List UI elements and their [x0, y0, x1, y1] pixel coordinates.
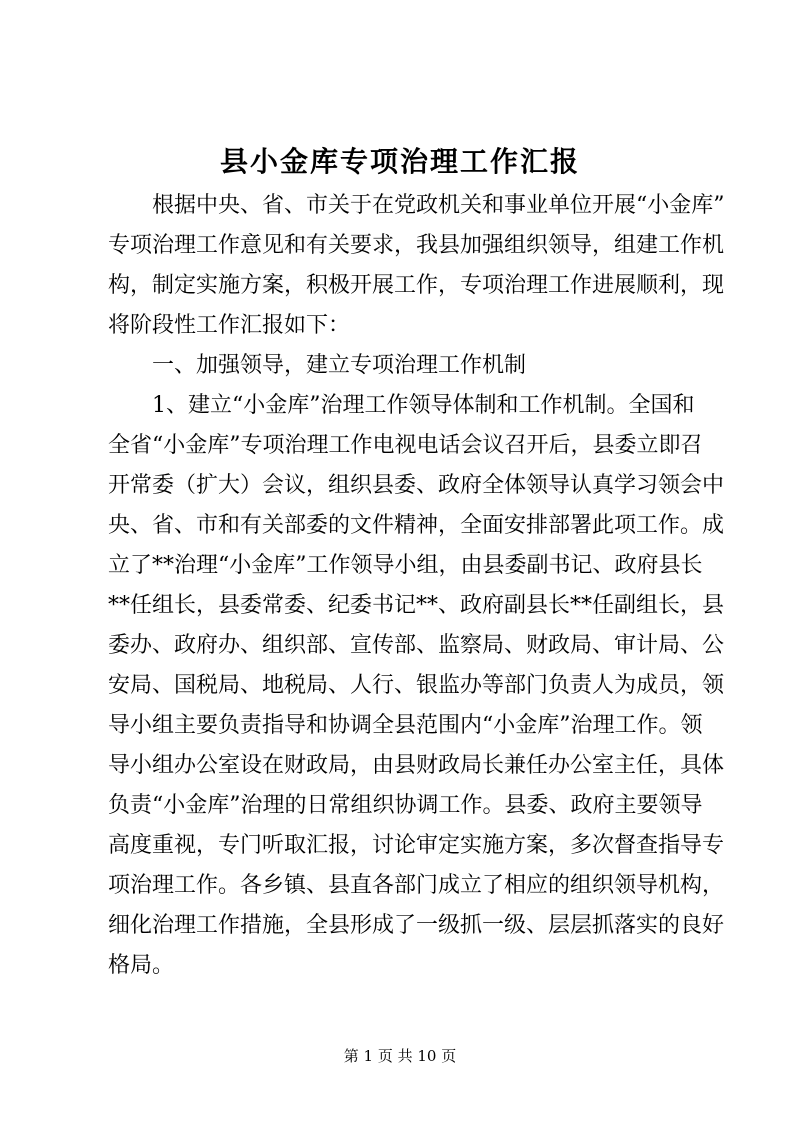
- section-heading: [108, 346, 708, 386]
- text-line: 专项治理工作意见和有关要求，我县加强组织领导，组建工作机: [108, 233, 725, 258]
- text-line: 立了**治理“小金库”工作领导小组，由县委副书记、政府县长: [108, 553, 703, 578]
- text-line: 央、省、市和有关部委的文件精神，全面安排部署此项工作。成: [108, 513, 725, 538]
- text-line: 一、加强领导，建立专项治理工作机制: [152, 353, 527, 378]
- text-line: 委办、政府办、组织部、宣传部、监察局、财政局、审计局、公: [108, 633, 725, 658]
- text-line: 根据中央、省、市关于在党政机关和事业单位开展“小金库”: [152, 193, 725, 218]
- text-line: 高度重视，专门听取汇报，讨论审定实施方案，多次督查指导专: [108, 833, 725, 858]
- text-line: **任组长，县委常委、纪委书记**、政府副县长**任副组长，县: [108, 593, 725, 618]
- paragraph-section-1: [108, 386, 725, 986]
- text-line: 负责“小金库”治理的日常组织协调工作。县委、政府主要领导: [108, 793, 703, 818]
- text-line: 全省“小金库”专项治理工作电视电话会议召开后，县委立即召: [108, 433, 703, 458]
- text-line: 1、建立“小金库”治理工作领导体制和工作机制。全国和: [152, 393, 695, 418]
- document-body: [108, 186, 725, 986]
- text-line: 将阶段性工作汇报如下：: [108, 313, 351, 338]
- text-line: 开常委（扩大）会议，组织县委、政府全体领导认真学习领会中: [108, 473, 725, 498]
- paragraph-intro: [108, 186, 725, 346]
- text-line: 细化治理工作措施，全县形成了一级抓一级、层层抓落实的良好: [108, 913, 725, 938]
- text-line: 导小组主要负责指导和协调全县范围内“小金库”治理工作。领: [108, 713, 703, 738]
- document-title: 县小金库专项治理工作汇报: [219, 145, 580, 178]
- text-line: 格局。: [108, 953, 175, 978]
- text-line: 安局、国税局、地税局、人行、银监办等部门负责人为成员，领: [108, 673, 725, 698]
- text-line: 导小组办公室设在财政局，由县财政局长兼任办公室主任，具体: [108, 753, 725, 778]
- page-footer: 第 1 页 共 10 页: [343, 1047, 457, 1065]
- text-line: 项治理工作。各乡镇、县直各部门成立了相应的组织领导机构，: [108, 873, 725, 898]
- text-line: 构，制定实施方案，积极开展工作，专项治理工作进展顺利，现: [108, 273, 725, 298]
